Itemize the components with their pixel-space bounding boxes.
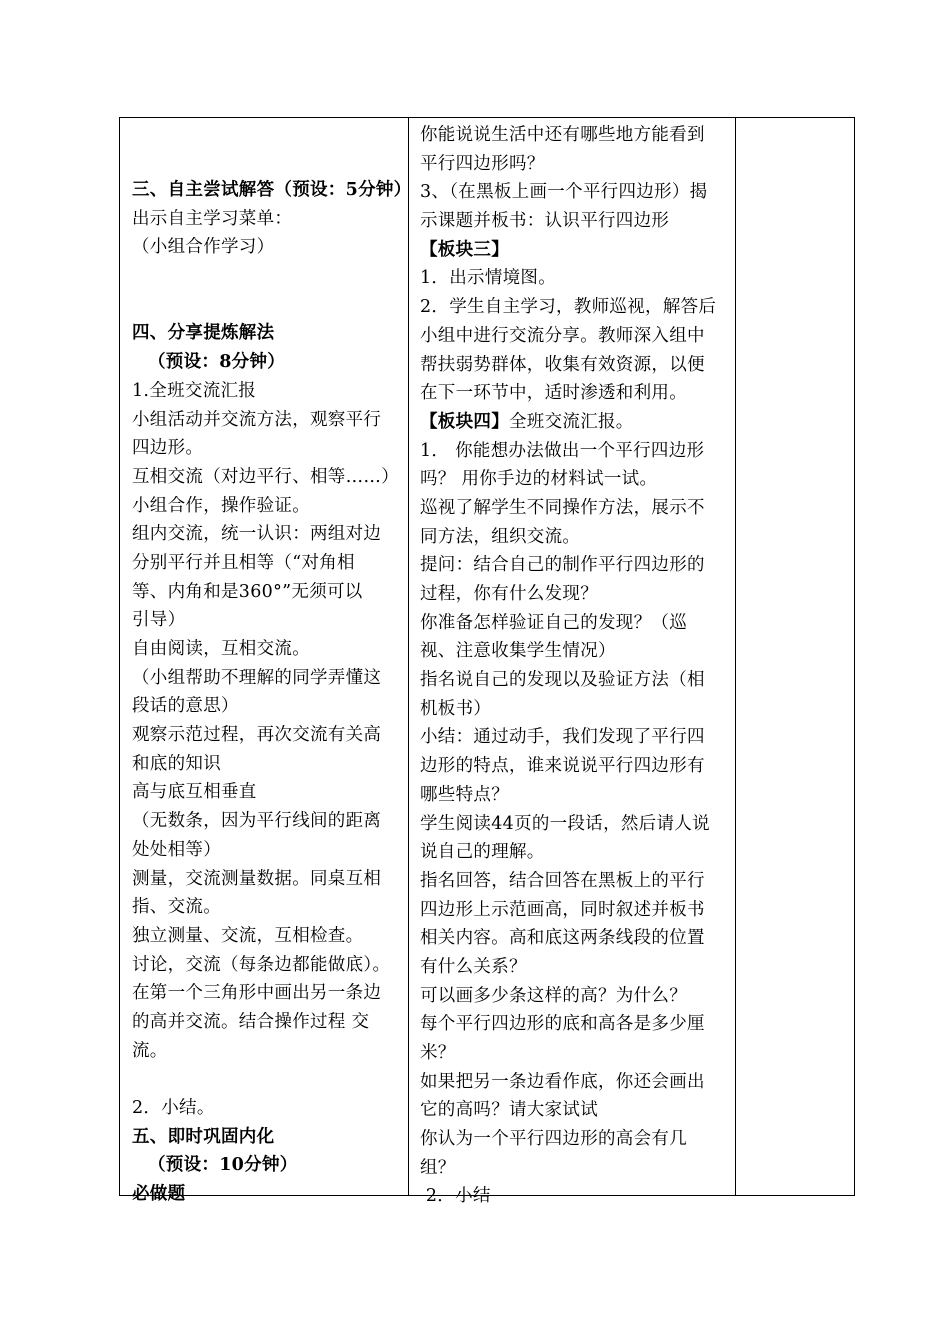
student-activity-line: （无数条，因为平行线间的距离 xyxy=(132,811,382,832)
teacher-activity-line: 你认为一个平行四边形的高会有几 xyxy=(420,1129,687,1150)
teacher-activity-line: 1．出示情境图。 xyxy=(420,268,557,289)
teacher-activity-line: 指名回答，结合回答在黑板上的平行 xyxy=(420,870,705,891)
student-activity-line xyxy=(132,262,408,291)
teacher-activity-line: 它的高吗？请大家试试 xyxy=(420,1100,598,1121)
teacher-activity-line xyxy=(420,408,735,437)
student-activity-line: 处处相等） xyxy=(132,839,221,860)
student-activity-line: 测量，交流测量数据。同桌互相 xyxy=(132,868,382,889)
student-activity-line: 四、分享提炼解法 xyxy=(132,323,275,344)
teacher-activity-line: 学生阅读44页的一段话，然后请人说 xyxy=(420,813,710,834)
teacher-activity-line: 示课题并板书：认识平行四边形 xyxy=(420,211,670,232)
student-activity-line: 互相交流（对边平行、相等……） xyxy=(132,466,399,487)
student-activity-line: 自由阅读，互相交流。 xyxy=(132,639,310,659)
teacher-activity-line: 机板书） xyxy=(420,698,492,719)
student-activity-line: 四边形。 xyxy=(132,438,204,459)
student-activity-line: 和底的知识 xyxy=(132,753,221,774)
teacher-activity-column xyxy=(409,118,736,1207)
student-activity-line: 组内交流，统一认识：两组对边 xyxy=(132,524,382,545)
student-activity-line: （预设：8分钟） xyxy=(148,352,286,373)
teacher-activity-line: 2．小结 xyxy=(420,1186,491,1207)
teacher-activity-line: 吗？ 用你手边的材料试一试。 xyxy=(420,469,658,490)
teacher-activity-line: 你准备怎样验证自己的发现？（巡 xyxy=(420,612,687,633)
student-activity-line: 段话的意思） xyxy=(132,696,239,717)
teacher-activity-line: 你能说说生活中还有哪些地方能看到 xyxy=(420,125,705,145)
teacher-activity-line: 帮扶弱势群体，收集有效资源，以便 xyxy=(420,354,705,375)
student-activity-line: 小组活动并交流方法，观察平行 xyxy=(132,409,382,430)
teacher-activity-line: 每个平行四边形的底和高各是多少厘 xyxy=(420,1014,705,1035)
student-activity-line: 指、交流。 xyxy=(132,897,221,918)
teacher-activity-line: 如果把另一条边看作底，你还会画出 xyxy=(420,1071,705,1092)
student-activity-line: 2．小结。 xyxy=(132,1098,215,1118)
student-activity-line: 独立测量、交流，互相检查。 xyxy=(132,925,364,946)
teacher-activity-line: 同方法，组织交流。 xyxy=(420,526,581,547)
student-activity-line: 等、内角和是360°”无须可以 xyxy=(132,581,363,602)
student-activity-line: 高与底互相垂直 xyxy=(132,782,257,803)
teacher-activity-line: 1． 你能想办法做出一个平行四边形 xyxy=(420,440,705,461)
teacher-activity-line: 【板块三】 xyxy=(420,239,509,260)
teacher-activity-line: 可以画多少条这样的高？为什么？ xyxy=(420,985,687,1006)
student-activity-line: 引导） xyxy=(132,610,186,631)
teacher-activity-line: 边形的特点，谁来说说平行四边形有 xyxy=(420,756,705,777)
student-activity-line: 观察示范过程，再次交流有关高 xyxy=(132,725,382,746)
student-activity-line xyxy=(132,291,408,320)
student-activity-line: （小组合作学习） xyxy=(132,237,275,258)
student-activity-line: 五、即时巩固内化 xyxy=(132,1126,275,1147)
student-activity-line: 三、自主尝试解答（预设：5分钟） xyxy=(132,180,412,200)
teacher-activity-line: 小组中进行交流分享。教师深入组中 xyxy=(420,325,705,346)
section-heading-rest: 全班交流汇报。 xyxy=(509,411,634,432)
student-activity-line: 在第一个三角形中画出另一条边 xyxy=(132,983,382,1004)
teacher-activity-line: 平行四边形吗？ xyxy=(420,153,545,174)
student-activity-line: 讨论，交流（每条边都能做底）。 xyxy=(132,954,391,975)
teacher-activity-line: 有什么关系？ xyxy=(420,956,527,977)
student-activity-line: （小组帮助不理解的同学弄懂这 xyxy=(132,667,382,688)
teacher-activity-line: 提问：结合自己的制作平行四边形的 xyxy=(420,555,705,576)
student-activity-line: 出示自主学习菜单： xyxy=(132,208,293,229)
teacher-activity-line: 巡视了解学生不同操作方法，展示不 xyxy=(420,497,705,518)
student-activity-column xyxy=(120,118,412,1205)
teacher-activity-line: 在下一环节中，适时渗透和利用。 xyxy=(420,383,687,404)
teacher-activity-line: 视、注意收集学生情况） xyxy=(420,641,616,662)
teacher-activity-line: 3、（在黑板上画一个平行四边形）揭 xyxy=(420,182,708,203)
teacher-activity-line: 四边形上示范画高，同时叙述并板书 xyxy=(420,899,705,920)
teacher-activity-line: 相关内容。高和底这两条线段的位置 xyxy=(420,928,705,949)
teacher-activity-line: 组？ xyxy=(420,1157,456,1178)
student-activity-line: 的高并交流。结合操作过程 交 xyxy=(132,1011,370,1032)
teacher-activity-line: 过程，你有什么发现？ xyxy=(420,584,598,604)
student-activity-line xyxy=(132,1065,408,1094)
teacher-activity-line: 指名说自己的发现以及验证方法（相 xyxy=(420,670,705,691)
student-activity-line: （预设：10分钟） xyxy=(148,1155,298,1176)
teacher-activity-line: 2．学生自主学习，教师巡视，解答后 xyxy=(420,297,717,318)
teacher-activity-line: 米？ xyxy=(420,1043,456,1063)
teacher-activity-line: 小结：通过动手，我们发现了平行四 xyxy=(420,727,705,748)
section-heading: 【板块四】 xyxy=(420,411,509,432)
student-activity-line: 分别平行并且相等（“对角相 xyxy=(132,552,355,573)
student-activity-line: 必做题 xyxy=(132,1184,186,1205)
lesson-plan-table xyxy=(119,117,855,1207)
teacher-activity-line: 说自己的理解。 xyxy=(420,842,545,863)
student-activity-line: 流。 xyxy=(132,1040,168,1061)
notes-column xyxy=(736,118,854,1195)
student-activity-line: 1.全班交流汇报 xyxy=(132,380,257,401)
teacher-activity-line: 哪些特点？ xyxy=(420,784,509,805)
student-activity-line: 小组合作，操作验证。 xyxy=(132,495,310,516)
